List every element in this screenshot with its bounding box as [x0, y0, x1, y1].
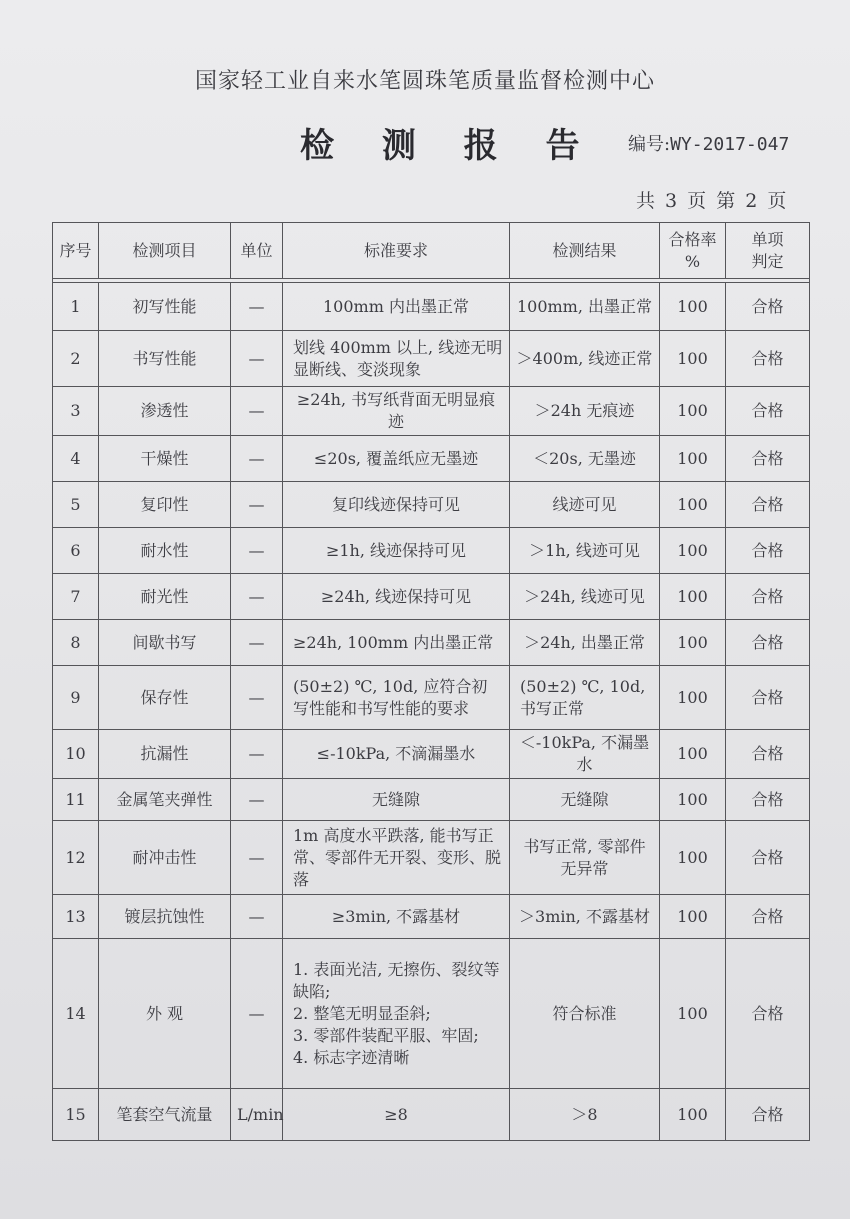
cell-pass-rate: 100 — [660, 482, 726, 528]
cell-no: 13 — [53, 895, 99, 939]
cell-standard: 复印线迹保持可见 — [283, 482, 510, 528]
cell-item: 外 观 — [99, 939, 231, 1089]
cell-verdict: 合格 — [726, 283, 810, 331]
col-header-standard: 标准要求 — [283, 223, 510, 279]
table-row — [53, 436, 810, 482]
cell-pass-rate: 100 — [660, 574, 726, 620]
cell-standard: ≥24h, 书写纸背面无明显痕迹 — [283, 387, 510, 436]
cell-standard: ≤20s, 覆盖纸应无墨迹 — [283, 436, 510, 482]
cell-standard: 100mm 内出墨正常 — [283, 283, 510, 331]
cell-pass-rate: 100 — [660, 436, 726, 482]
cell-item: 金属笔夹弹性 — [99, 779, 231, 821]
cell-item: 间歇书写 — [99, 620, 231, 666]
organization-name: 国家轻工业自来水笔圆珠笔质量监督检测中心 — [194, 69, 655, 94]
cell-pass-rate: 100 — [660, 1089, 726, 1141]
table-row — [53, 779, 810, 821]
cell-standard: ≥24h, 线迹保持可见 — [283, 574, 510, 620]
cell-unit: — — [231, 895, 283, 939]
report-title: 检 测 报 告 — [300, 126, 598, 166]
cell-standard: ≥8 — [283, 1089, 510, 1141]
table-row — [53, 387, 810, 436]
cell-result: ＞8 — [510, 1089, 660, 1141]
cell-item: 抗漏性 — [99, 730, 231, 779]
col-header-verdict-line1: 单项 — [751, 229, 784, 249]
cell-unit: — — [231, 331, 283, 387]
cell-result: ＜20s, 无墨迹 — [510, 436, 660, 482]
cell-pass-rate: 100 — [660, 821, 726, 895]
report-code-value: WY-2017-047 — [670, 134, 790, 155]
cell-unit: — — [231, 528, 283, 574]
col-header-unit: 单位 — [231, 223, 283, 279]
cell-verdict: 合格 — [726, 482, 810, 528]
cell-no: 12 — [53, 821, 99, 895]
cell-item: 干燥性 — [99, 436, 231, 482]
cell-no: 8 — [53, 620, 99, 666]
cell-pass-rate: 100 — [660, 620, 726, 666]
table-row — [53, 821, 810, 895]
cell-no: 2 — [53, 331, 99, 387]
cell-no: 4 — [53, 436, 99, 482]
cell-standard: 划线 400mm 以上, 线迹无明显断线、变淡现象 — [283, 331, 510, 387]
report-code — [628, 130, 789, 156]
cell-unit: — — [231, 387, 283, 436]
cell-item: 耐冲击性 — [99, 821, 231, 895]
cell-no: 15 — [53, 1089, 99, 1141]
col-header-no: 序号 — [53, 223, 99, 279]
cell-no: 10 — [53, 730, 99, 779]
cell-standard — [283, 939, 510, 1089]
col-header-pass-rate-line2: % — [684, 251, 701, 271]
table-row — [53, 666, 810, 730]
standard-list-item: 4. 标志字迹清晰 — [293, 1047, 410, 1067]
cell-no: 1 — [53, 283, 99, 331]
cell-pass-rate: 100 — [660, 666, 726, 730]
cell-verdict: 合格 — [726, 666, 810, 730]
cell-result: ＞1h, 线迹可见 — [510, 528, 660, 574]
cell-standard: (50±2) ℃, 10d, 应符合初写性能和书写性能的要求 — [283, 666, 510, 730]
cell-result: ＞24h, 线迹可见 — [510, 574, 660, 620]
cell-item: 镀层抗蚀性 — [99, 895, 231, 939]
cell-unit: — — [231, 283, 283, 331]
cell-verdict: 合格 — [726, 821, 810, 895]
cell-no: 14 — [53, 939, 99, 1089]
page-info: 共 3 页 第 2 页 — [636, 190, 789, 212]
col-header-verdict-line2: 判定 — [751, 251, 784, 271]
col-header-pass-rate-line1: 合格率 — [668, 229, 717, 249]
cell-no: 3 — [53, 387, 99, 436]
cell-item: 渗透性 — [99, 387, 231, 436]
cell-unit: — — [231, 574, 283, 620]
cell-standard: ≥3min, 不露基材 — [283, 895, 510, 939]
report-code-label: 编号: — [628, 134, 671, 155]
cell-verdict: 合格 — [726, 528, 810, 574]
cell-standard: ≥1h, 线迹保持可见 — [283, 528, 510, 574]
cell-pass-rate: 100 — [660, 939, 726, 1089]
cell-unit: — — [231, 821, 283, 895]
cell-unit: — — [231, 666, 283, 730]
cell-item: 初写性能 — [99, 283, 231, 331]
table-row — [53, 482, 810, 528]
cell-item: 笔套空气流量 — [99, 1089, 231, 1141]
cell-result: 线迹可见 — [510, 482, 660, 528]
cell-pass-rate: 100 — [660, 331, 726, 387]
cell-verdict: 合格 — [726, 574, 810, 620]
cell-result: ＞24h 无痕迹 — [510, 387, 660, 436]
cell-result: 100mm, 出墨正常 — [510, 283, 660, 331]
cell-result: ＞3min, 不露基材 — [510, 895, 660, 939]
cell-pass-rate: 100 — [660, 283, 726, 331]
cell-no: 11 — [53, 779, 99, 821]
table-row — [53, 574, 810, 620]
cell-standard: 无缝隙 — [283, 779, 510, 821]
cell-verdict: 合格 — [726, 730, 810, 779]
cell-pass-rate: 100 — [660, 895, 726, 939]
cell-unit: — — [231, 482, 283, 528]
cell-unit: — — [231, 939, 283, 1089]
cell-verdict: 合格 — [726, 779, 810, 821]
table-body — [53, 283, 810, 1141]
cell-pass-rate: 100 — [660, 779, 726, 821]
table-row — [53, 620, 810, 666]
cell-result: ＜-10kPa, 不漏墨水 — [510, 730, 660, 779]
cell-item: 书写性能 — [99, 331, 231, 387]
cell-no: 5 — [53, 482, 99, 528]
cell-standard: ≤-10kPa, 不滴漏墨水 — [283, 730, 510, 779]
cell-item: 保存性 — [99, 666, 231, 730]
cell-item: 耐水性 — [99, 528, 231, 574]
cell-result: (50±2) ℃, 10d, 书写正常 — [510, 666, 660, 730]
cell-verdict: 合格 — [726, 1089, 810, 1141]
standard-list-item: 1. 表面光洁, 无擦伤、裂纹等缺陷; — [293, 959, 500, 1001]
cell-unit: — — [231, 620, 283, 666]
table-row — [53, 283, 810, 331]
cell-verdict: 合格 — [726, 620, 810, 666]
table-header-row — [53, 223, 810, 279]
cell-no: 7 — [53, 574, 99, 620]
cell-standard: 1m 高度水平跌落, 能书写正常、零部件无开裂、变形、脱落 — [283, 821, 510, 895]
standard-list-item: 3. 零部件装配平服、牢固; — [293, 1025, 479, 1045]
table-row — [53, 1089, 810, 1141]
cell-unit: — — [231, 436, 283, 482]
cell-result: ＞400m, 线迹正常 — [510, 331, 660, 387]
table-row — [53, 331, 810, 387]
cell-verdict: 合格 — [726, 895, 810, 939]
cell-result: 书写正常, 零部件无异常 — [510, 821, 660, 895]
cell-result: 符合标准 — [510, 939, 660, 1089]
col-header-result: 检测结果 — [510, 223, 660, 279]
cell-result: 无缝隙 — [510, 779, 660, 821]
standard-list-item: 2. 整笔无明显歪斜; — [293, 1003, 431, 1023]
cell-item: 耐光性 — [99, 574, 231, 620]
cell-verdict: 合格 — [726, 939, 810, 1089]
table-row — [53, 939, 810, 1089]
cell-unit: L/min — [231, 1089, 283, 1141]
cell-no: 9 — [53, 666, 99, 730]
cell-verdict: 合格 — [726, 331, 810, 387]
col-header-verdict — [726, 223, 810, 279]
cell-standard: ≥24h, 100mm 内出墨正常 — [283, 620, 510, 666]
col-header-pass-rate — [660, 223, 726, 279]
table-row — [53, 895, 810, 939]
cell-unit: — — [231, 730, 283, 779]
cell-pass-rate: 100 — [660, 528, 726, 574]
cell-no: 6 — [53, 528, 99, 574]
cell-pass-rate: 100 — [660, 730, 726, 779]
cell-verdict: 合格 — [726, 387, 810, 436]
cell-pass-rate: 100 — [660, 387, 726, 436]
table-row — [53, 730, 810, 779]
cell-item: 复印性 — [99, 482, 231, 528]
test-results-table — [52, 222, 810, 1141]
cell-unit: — — [231, 779, 283, 821]
col-header-item: 检测项目 — [99, 223, 231, 279]
table-row — [53, 528, 810, 574]
cell-result: ＞24h, 出墨正常 — [510, 620, 660, 666]
cell-verdict: 合格 — [726, 436, 810, 482]
